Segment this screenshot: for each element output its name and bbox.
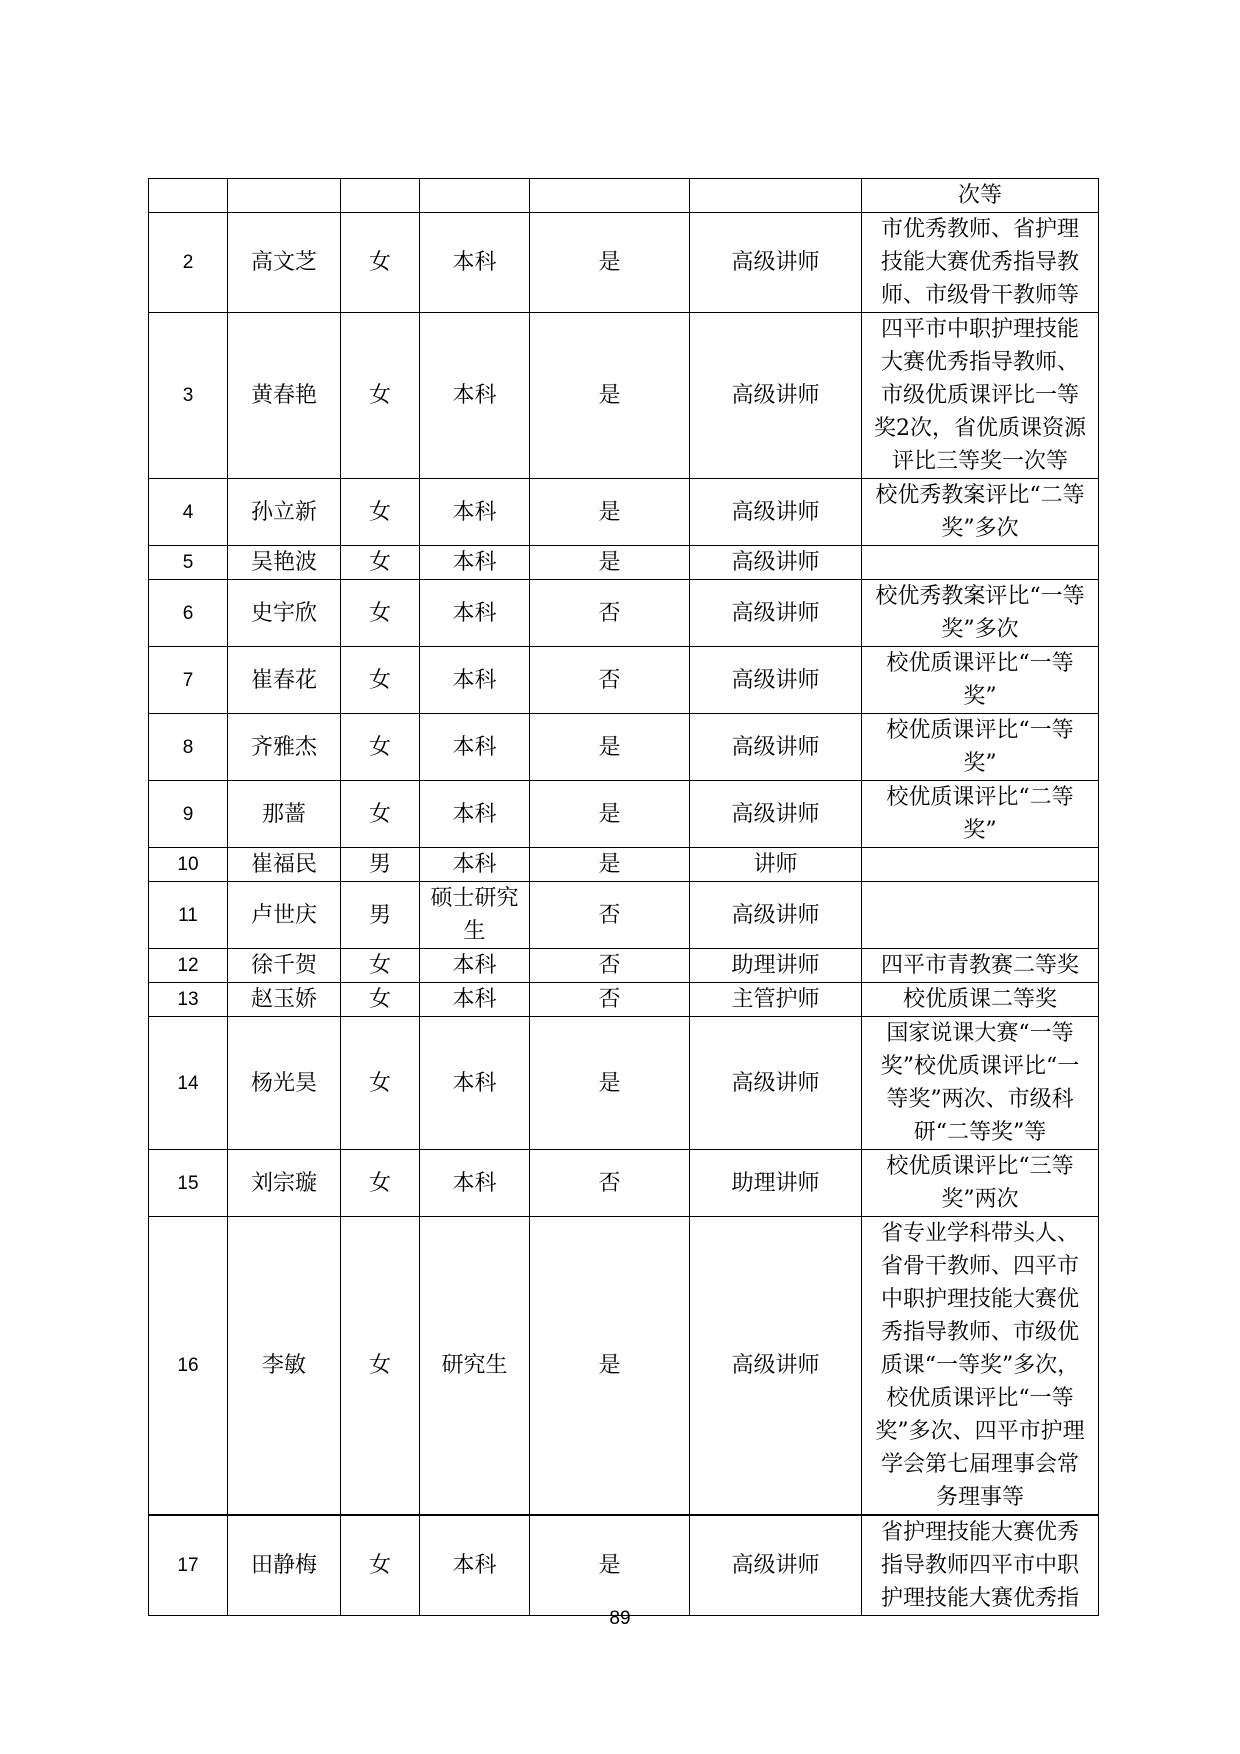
cell-gender: 女 xyxy=(341,983,420,1017)
cell-education: 本科 xyxy=(420,1017,530,1150)
cell-awards xyxy=(862,546,1099,580)
cell-title: 高级讲师 xyxy=(690,1017,862,1150)
cell-flag: 是 xyxy=(530,479,690,546)
cell-gender: 男 xyxy=(341,882,420,949)
cell-name: 赵玉娇 xyxy=(228,983,341,1017)
cell-education: 本科 xyxy=(420,949,530,983)
cell-number: 10 xyxy=(149,848,228,882)
cell-education: 本科 xyxy=(420,714,530,781)
cell-gender: 女 xyxy=(341,781,420,848)
cell-awards: 省专业学科带头人、省骨干教师、四平市中职护理技能大赛优秀指导教师、市级优质课“一等奖”多次，校优质课评比“一等奖”多次、四平市护理学会第七届理事会常务理事等 xyxy=(862,1217,1099,1516)
cell-education: 本科 xyxy=(420,848,530,882)
cell-awards: 校优质课二等奖 xyxy=(862,983,1099,1017)
cell-gender: 女 xyxy=(341,714,420,781)
cell-number: 14 xyxy=(149,1017,228,1150)
cell-education: 本科 xyxy=(420,647,530,714)
table-row xyxy=(149,781,1099,848)
cell-title: 助理讲师 xyxy=(690,1150,862,1217)
cell-title: 高级讲师 xyxy=(690,1217,862,1516)
cell-flag: 是 xyxy=(530,848,690,882)
cell-flag: 是 xyxy=(530,213,690,313)
cell-awards: 四平市中职护理技能大赛优秀指导教师、市级优质课评比一等奖2次，省优质课资源评比三等奖一次等 xyxy=(862,313,1099,479)
cell-flag: 是 xyxy=(530,313,690,479)
cell-number: 4 xyxy=(149,479,228,546)
cell-flag: 否 xyxy=(530,983,690,1017)
table-row xyxy=(149,179,1099,213)
cell-gender: 女 xyxy=(341,479,420,546)
cell-gender: 女 xyxy=(341,313,420,479)
cell-awards: 四平市青教赛二等奖 xyxy=(862,949,1099,983)
cell-number: 13 xyxy=(149,983,228,1017)
table-row xyxy=(149,580,1099,647)
staff-table xyxy=(148,178,1099,1616)
cell-awards: 校优质课评比“一等奖” xyxy=(862,714,1099,781)
cell-name: 高文芝 xyxy=(228,213,341,313)
table-row xyxy=(149,1217,1099,1516)
cell-awards: 校优质课评比“二等奖” xyxy=(862,781,1099,848)
cell-number: 6 xyxy=(149,580,228,647)
cell-title: 助理讲师 xyxy=(690,949,862,983)
cell-number: 9 xyxy=(149,781,228,848)
cell-flag: 是 xyxy=(530,714,690,781)
cell-name: 崔福民 xyxy=(228,848,341,882)
cell-name: 徐千贺 xyxy=(228,949,341,983)
cell-title: 高级讲师 xyxy=(690,647,862,714)
cell-title: 高级讲师 xyxy=(690,546,862,580)
cell-gender: 女 xyxy=(341,1515,420,1616)
cell-gender: 女 xyxy=(341,647,420,714)
cell-name: 李敏 xyxy=(228,1217,341,1516)
cell-number: 15 xyxy=(149,1150,228,1217)
cell-awards: 省护理技能大赛优秀指导教师四平市中职护理技能大赛优秀指 xyxy=(862,1515,1099,1616)
cell-awards: 校优秀教案评比“一等奖”多次 xyxy=(862,580,1099,647)
cell-gender xyxy=(341,179,420,213)
table-row xyxy=(149,546,1099,580)
cell-title: 高级讲师 xyxy=(690,714,862,781)
cell-name: 孙立新 xyxy=(228,479,341,546)
cell-number: 12 xyxy=(149,949,228,983)
cell-flag: 是 xyxy=(530,1217,690,1516)
cell-number: 16 xyxy=(149,1217,228,1516)
cell-awards: 校优质课评比“一等奖” xyxy=(862,647,1099,714)
cell-education: 本科 xyxy=(420,983,530,1017)
cell-name: 杨光昊 xyxy=(228,1017,341,1150)
cell-name: 齐雅杰 xyxy=(228,714,341,781)
cell-flag xyxy=(530,179,690,213)
cell-title: 高级讲师 xyxy=(690,781,862,848)
cell-number: 2 xyxy=(149,213,228,313)
cell-number: 17 xyxy=(149,1515,228,1616)
cell-education: 本科 xyxy=(420,479,530,546)
cell-education: 硕士研究生 xyxy=(420,882,530,949)
cell-name: 黄春艳 xyxy=(228,313,341,479)
cell-education: 本科 xyxy=(420,213,530,313)
cell-title xyxy=(690,179,862,213)
cell-awards: 校优质课评比“三等奖”两次 xyxy=(862,1150,1099,1217)
cell-gender: 女 xyxy=(341,546,420,580)
table-row xyxy=(149,313,1099,479)
table-row xyxy=(149,882,1099,949)
cell-awards: 次等 xyxy=(862,179,1099,213)
cell-education: 本科 xyxy=(420,781,530,848)
table-row xyxy=(149,1150,1099,1217)
cell-flag: 否 xyxy=(530,949,690,983)
cell-flag: 否 xyxy=(530,580,690,647)
table-body xyxy=(149,179,1099,1616)
cell-flag: 否 xyxy=(530,882,690,949)
table-row xyxy=(149,848,1099,882)
table-row xyxy=(149,647,1099,714)
cell-gender: 女 xyxy=(341,1150,420,1217)
cell-name xyxy=(228,179,341,213)
cell-flag: 是 xyxy=(530,546,690,580)
cell-number: 5 xyxy=(149,546,228,580)
cell-education: 本科 xyxy=(420,1150,530,1217)
cell-number xyxy=(149,179,228,213)
table-row xyxy=(149,983,1099,1017)
cell-education xyxy=(420,179,530,213)
cell-education: 本科 xyxy=(420,1515,530,1616)
cell-name: 崔春花 xyxy=(228,647,341,714)
cell-title: 高级讲师 xyxy=(690,580,862,647)
cell-number: 3 xyxy=(149,313,228,479)
cell-title: 讲师 xyxy=(690,848,862,882)
cell-awards: 校优秀教案评比“二等奖”多次 xyxy=(862,479,1099,546)
table-row xyxy=(149,714,1099,781)
cell-name: 田静梅 xyxy=(228,1515,341,1616)
table-row xyxy=(149,213,1099,313)
cell-awards: 国家说课大赛“一等奖”校优质课评比“一等奖”两次、市级科研“二等奖”等 xyxy=(862,1017,1099,1150)
cell-gender: 女 xyxy=(341,1217,420,1516)
cell-gender: 男 xyxy=(341,848,420,882)
cell-education: 研究生 xyxy=(420,1217,530,1516)
cell-education: 本科 xyxy=(420,313,530,479)
table-row xyxy=(149,949,1099,983)
cell-flag: 是 xyxy=(530,1515,690,1616)
cell-flag: 否 xyxy=(530,647,690,714)
cell-number: 8 xyxy=(149,714,228,781)
table-row xyxy=(149,479,1099,546)
cell-education: 本科 xyxy=(420,546,530,580)
page-number: 89 xyxy=(609,1608,631,1629)
cell-number: 7 xyxy=(149,647,228,714)
cell-title: 高级讲师 xyxy=(690,882,862,949)
cell-awards xyxy=(862,882,1099,949)
cell-name: 刘宗璇 xyxy=(228,1150,341,1217)
cell-name: 那蔷 xyxy=(228,781,341,848)
cell-gender: 女 xyxy=(341,580,420,647)
cell-flag: 否 xyxy=(530,1150,690,1217)
table-row xyxy=(149,1017,1099,1150)
cell-name: 卢世庆 xyxy=(228,882,341,949)
cell-awards: 市优秀教师、省护理技能大赛优秀指导教师、市级骨干教师等 xyxy=(862,213,1099,313)
cell-title: 高级讲师 xyxy=(690,1515,862,1616)
cell-flag: 是 xyxy=(530,781,690,848)
cell-awards xyxy=(862,848,1099,882)
cell-flag: 是 xyxy=(530,1017,690,1150)
cell-gender: 女 xyxy=(341,949,420,983)
table-row xyxy=(149,1515,1099,1616)
cell-education: 本科 xyxy=(420,580,530,647)
cell-gender: 女 xyxy=(341,1017,420,1150)
cell-title: 高级讲师 xyxy=(690,213,862,313)
cell-name: 吴艳波 xyxy=(228,546,341,580)
cell-title: 高级讲师 xyxy=(690,479,862,546)
cell-title: 高级讲师 xyxy=(690,313,862,479)
cell-title: 主管护师 xyxy=(690,983,862,1017)
cell-name: 史宇欣 xyxy=(228,580,341,647)
cell-number: 11 xyxy=(149,882,228,949)
cell-gender: 女 xyxy=(341,213,420,313)
